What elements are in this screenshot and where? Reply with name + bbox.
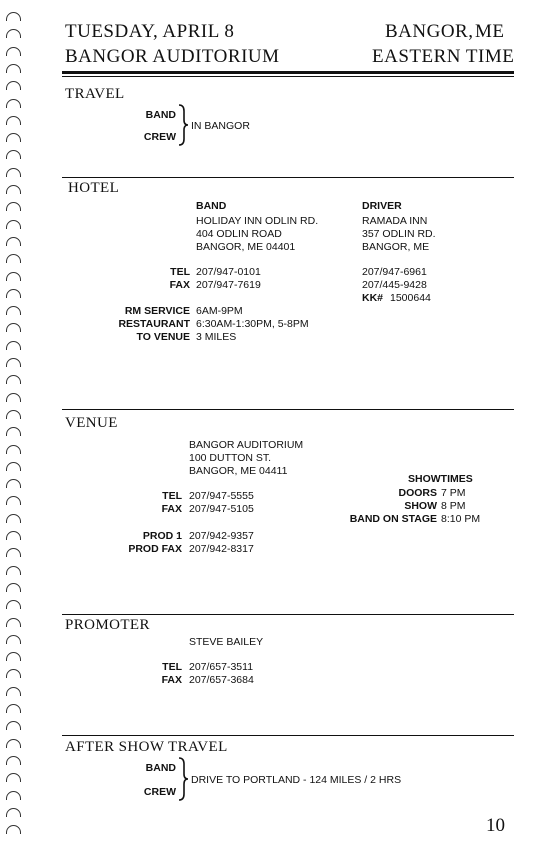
binding-ring: [6, 289, 21, 298]
travel-title: TRAVEL: [65, 86, 125, 102]
binding-ring: [6, 393, 21, 402]
after-show-crew-label: CREW: [143, 786, 176, 798]
hotel-driver-heading: DRIVER: [362, 200, 402, 212]
binding-ring: [6, 133, 21, 142]
venue-address-2: 100 DUTTON ST.: [189, 452, 272, 464]
hotel-driver-address-3: BANGOR, ME: [362, 241, 430, 253]
hotel-band-heading: BAND: [196, 200, 227, 212]
binding-ring: [6, 12, 21, 21]
header-venue-name: BANGOR AUDITORIUM: [65, 46, 280, 67]
binding-ring: [6, 687, 21, 696]
travel-band-label: BAND: [145, 109, 176, 121]
hotel-restaurant: 6:30AM-1:30PM, 5-8PM: [196, 318, 309, 330]
doors-time: 7 PM: [441, 487, 466, 499]
binding-ring: [6, 81, 21, 90]
binding-ring: [6, 116, 21, 125]
binding-ring: [6, 756, 21, 765]
venue-address-1: BANGOR AUDITORIUM: [189, 439, 304, 451]
binding-ring: [6, 479, 21, 488]
header-timezone: EASTERN TIME: [372, 46, 515, 67]
hotel-kk: 1500644: [390, 292, 431, 304]
header-rule-thick: [62, 71, 514, 74]
hotel-tel: 207/947-0101: [196, 266, 261, 278]
binding-ring: [6, 64, 21, 73]
binding-ring: [6, 220, 21, 229]
binding-ring: [6, 721, 21, 730]
binding-ring: [6, 566, 21, 575]
hotel-fax: 207/947-7619: [196, 279, 261, 291]
venue-rule: [62, 409, 514, 410]
hotel-fax-label: FAX: [169, 279, 190, 291]
binding-ring: [6, 237, 21, 246]
binding-ring: [6, 825, 21, 834]
promoter-tel: 207/657-3511: [189, 661, 254, 673]
header-rule-thin: [62, 76, 514, 77]
hotel-to-venue-label: TO VENUE: [136, 331, 190, 343]
venue-prod1-label: PROD 1: [142, 530, 182, 542]
binding-ring: [6, 47, 21, 56]
binding-ring: [6, 652, 21, 661]
brace-icon: [177, 104, 189, 146]
binding-ring: [6, 29, 21, 38]
hotel-rm-service-label: RM SERVICE: [124, 305, 190, 317]
header-city: BANGOR,: [385, 21, 474, 42]
venue-tel-label: TEL: [162, 490, 182, 502]
hotel-restaurant-label: RESTAURANT: [118, 318, 190, 330]
binding-ring: [6, 341, 21, 350]
hotel-title: HOTEL: [68, 180, 120, 196]
binding-ring: [6, 99, 21, 108]
hotel-driver-address-2: 357 ODLIN RD.: [362, 228, 436, 240]
hotel-to-venue: 3 MILES: [196, 331, 237, 343]
header-state: ME: [475, 21, 505, 42]
show-label: SHOW: [404, 500, 437, 512]
travel-text: IN BANGOR: [191, 120, 250, 132]
binding-ring: [6, 635, 21, 644]
binding-ring: [6, 202, 21, 211]
venue-prod-fax: 207/942-8317: [189, 543, 254, 555]
binding-ring: [6, 375, 21, 384]
binding-ring: [6, 150, 21, 159]
promoter-tel-label: TEL: [162, 661, 182, 673]
binding-ring: [6, 323, 21, 332]
binding-ring: [6, 531, 21, 540]
binding-ring: [6, 462, 21, 471]
binding-ring: [6, 254, 21, 263]
binding-ring: [6, 669, 21, 678]
page-number: 10: [486, 815, 505, 836]
binding-ring: [6, 410, 21, 419]
hotel-driver-address-1: RAMADA INN: [362, 215, 428, 227]
venue-title: VENUE: [65, 415, 118, 431]
show-time: 8 PM: [441, 500, 466, 512]
band-on-stage-time: 8:10 PM: [441, 513, 481, 525]
binding-ring: [6, 168, 21, 177]
promoter-name: STEVE BAILEY: [189, 636, 264, 648]
hotel-tel-label: TEL: [170, 266, 190, 278]
after-show-rule: [62, 735, 514, 736]
hotel-band-address-3: BANGOR, ME 04401: [196, 241, 296, 253]
venue-fax-label: FAX: [161, 503, 182, 515]
venue-prod1: 207/942-9357: [189, 530, 254, 542]
venue-tel: 207/947-5555: [189, 490, 254, 502]
venue-prod-fax-label: PROD FAX: [128, 543, 182, 555]
binding-ring: [6, 583, 21, 592]
binding-ring: [6, 548, 21, 557]
header-date: TUESDAY, APRIL 8: [65, 21, 235, 42]
binding-ring: [6, 773, 21, 782]
venue-fax: 207/947-5105: [189, 503, 254, 515]
binding-ring: [6, 358, 21, 367]
doors-label: DOORS: [398, 487, 437, 499]
binding-ring: [6, 704, 21, 713]
hotel-kk-label: KK#: [362, 292, 384, 304]
venue-address-3: BANGOR, ME 04411: [189, 465, 288, 477]
hotel-band-address-1: HOLIDAY INN ODLIN RD.: [196, 215, 319, 227]
binding-ring: [6, 791, 21, 800]
binding-ring: [6, 496, 21, 505]
hotel-band-address-2: 404 ODLIN ROAD: [196, 228, 282, 240]
binding-ring: [6, 427, 21, 436]
travel-crew-label: CREW: [143, 131, 176, 143]
promoter-fax: 207/657-3684: [189, 674, 254, 686]
promoter-rule: [62, 614, 514, 615]
after-show-title: AFTER SHOW TRAVEL: [65, 739, 228, 755]
hotel-driver-tel-1: 207/947-6961: [362, 266, 427, 278]
hotel-driver-tel-2: 207/445-9428: [362, 279, 427, 291]
promoter-fax-label: FAX: [161, 674, 182, 686]
binding-ring: [6, 514, 21, 523]
binding-ring: [6, 185, 21, 194]
binding-ring: [6, 600, 21, 609]
hotel-rule: [62, 177, 514, 178]
binding-ring: [6, 739, 21, 748]
hotel-rm-service: 6AM-9PM: [196, 305, 243, 317]
showtimes-heading: SHOWTIMES: [408, 473, 473, 485]
after-show-text: DRIVE TO PORTLAND - 124 MILES / 2 HRS: [191, 774, 402, 786]
band-on-stage-label: BAND ON STAGE: [349, 513, 437, 525]
binding-ring: [6, 808, 21, 817]
promoter-title: PROMOTER: [65, 617, 150, 633]
after-show-band-label: BAND: [145, 762, 176, 774]
binding-ring: [6, 445, 21, 454]
binding-ring: [6, 306, 21, 315]
brace-icon: [177, 757, 189, 801]
binding-ring: [6, 618, 21, 627]
binding-ring: [6, 272, 21, 281]
